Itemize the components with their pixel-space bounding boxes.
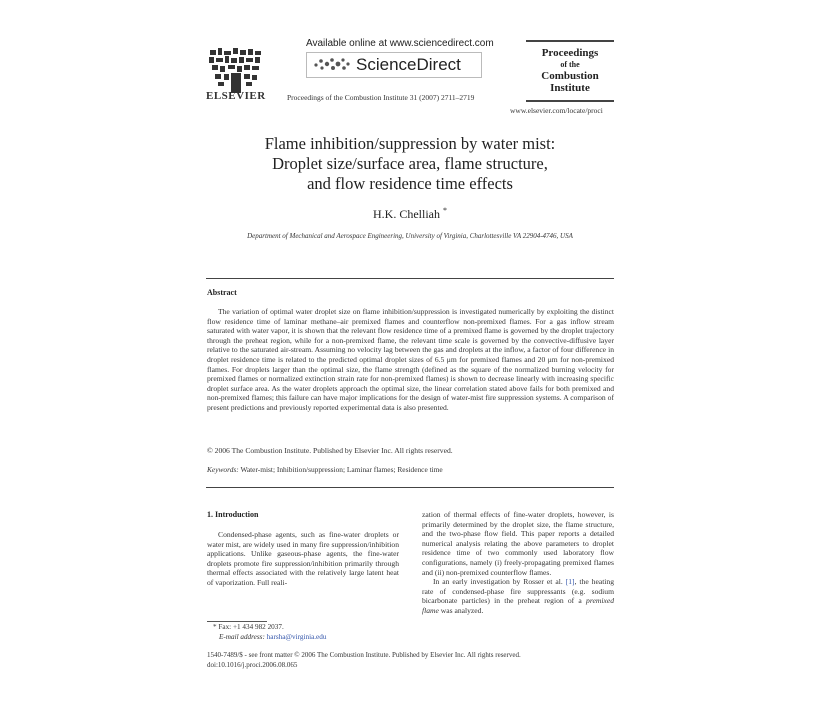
front-matter bbox=[207, 651, 521, 670]
author-name: H.K. Chelliah bbox=[373, 207, 440, 221]
abstract-bottom-rule bbox=[206, 487, 614, 488]
front-matter-line: 1540-7489/$ - see front matter © 2006 The Combustion Institute. Published by Elsevier Inc. All rights reserved. bbox=[207, 651, 521, 659]
keywords-label: Keywords: bbox=[207, 465, 239, 474]
intro-paragraph: zation of thermal effects of fine-water droplets, however, is primarily determined by the droplet size, the flame structure, and the two-phase flow field. This paper reports a detailed numerical analysis relating the above parameters to droplet residence time of two commonly used laboratory flow configurations, namely (i) freely-propagating premixed flames and (ii) non-premixed counterflow flames. bbox=[422, 510, 614, 577]
journal-title-line: Proceedings bbox=[541, 47, 599, 59]
keywords bbox=[207, 465, 443, 474]
article-title bbox=[180, 134, 640, 194]
footnote-rule bbox=[207, 621, 267, 622]
email-link[interactable]: harsha@virginia.edu bbox=[266, 632, 327, 641]
abstract-heading: Abstract bbox=[207, 288, 237, 297]
title-line: Flame inhibition/suppression by water mist: bbox=[264, 134, 556, 153]
author-footnote-mark[interactable]: * bbox=[443, 206, 447, 215]
intro-paragraph: In an early investigation by Rosser et al. [1], the heating rate of condensed-phase fire suppressants (e.g. sodium bicarbonate particles) in the preheat region of a premixed flame was analyzed. bbox=[422, 577, 615, 615]
affiliation: Department of Mechanical and Aerospace Engineering, University of Virginia, Charlottesville VA 22904-4746, USA bbox=[247, 232, 573, 240]
fax-line: * Fax: +1 434 982 2037. bbox=[213, 623, 284, 631]
journal-title-line: of the bbox=[560, 60, 580, 69]
journal-title-box bbox=[526, 40, 614, 102]
title-line: and flow residence time effects bbox=[307, 174, 513, 193]
intro-right-column bbox=[422, 510, 614, 616]
author-footnote bbox=[207, 623, 326, 642]
journal-title-line: Combustion bbox=[541, 70, 599, 82]
publisher-name: ELSEVIER bbox=[206, 90, 266, 102]
abstract-top-rule bbox=[206, 278, 614, 279]
abstract-body: The variation of optimal water droplet size on flame inhibition/suppression is investigated numerically by exploiting the distinct flow residence time of laminar methane–air premixed flames and counterflow non-premixed flames. For a gas inflow stream saturated with water vapor, it is shown that the relevant flow residence time of a premixed flame is governed by the droplet trajectory through the preheat region, while for a non-premixed flame, the relevant time scale is governed by the convective-diffusive layer relative to the saturated air-stream. Assuming no velocity lag between the gas and droplets at the inflow, a factor of four difference in droplet residence time is related to the predicted optimal droplet sizes of 6.5 μm for premixed flames and 20 μm for non-premixed flames. For droplets larger than the optimal size, the flame strength (defined as the square of the normalized burning velocity for premixed flames or normalized extinction strain rate for non-premixed flames) is shown to decrease linearly with increasing specific droplet surface area. As the water droplets approach the optimal size, the linear correlation stated above fails for both premixed and non-premixed flames; this failure can have major implications for the design of water-mist fire suppression systems. A comparison of present predictions and previously reported experimental data is also presented. bbox=[207, 307, 614, 412]
sciencedirect-wordmark: ScienceDirect bbox=[356, 55, 461, 74]
intro-left-column: Condensed-phase agents, such as fine-water droplets or water mist, are widely used in many fire suppression/inhibition applications. Unlike gaseous-phase agents, the fine-water droplets promote fire suppression/inhibition primarily through thermal effects associated with the relatively large latent heat of vaporization. Full reali- bbox=[207, 530, 399, 587]
citation-link[interactable]: [1] bbox=[565, 577, 575, 587]
email-line: E-mail address: harsha@virginia.edu bbox=[219, 632, 327, 641]
keywords-list: Water-mist; Inhibition/suppression; Laminar flames; Residence time bbox=[240, 465, 443, 474]
sciencedirect-dots-icon bbox=[312, 55, 352, 73]
section-heading: 1. Introduction bbox=[207, 510, 259, 519]
journal-title-line: Institute bbox=[550, 82, 590, 94]
available-online-text: Available online at www.sciencedirect.com bbox=[306, 38, 494, 49]
author bbox=[300, 206, 520, 222]
doi-line: doi:10.1016/j.proci.2006.08.065 bbox=[207, 660, 298, 669]
abstract-copyright: © 2006 The Combustion Institute. Published by Elsevier Inc. All rights reserved. bbox=[207, 446, 453, 455]
title-line: Droplet size/surface area, flame structure, bbox=[272, 154, 548, 173]
journal-url[interactable]: www.elsevier.com/locate/proci bbox=[510, 106, 603, 115]
journal-reference: Proceedings of the Combustion Institute 31 (2007) 2711–2719 bbox=[287, 93, 475, 102]
